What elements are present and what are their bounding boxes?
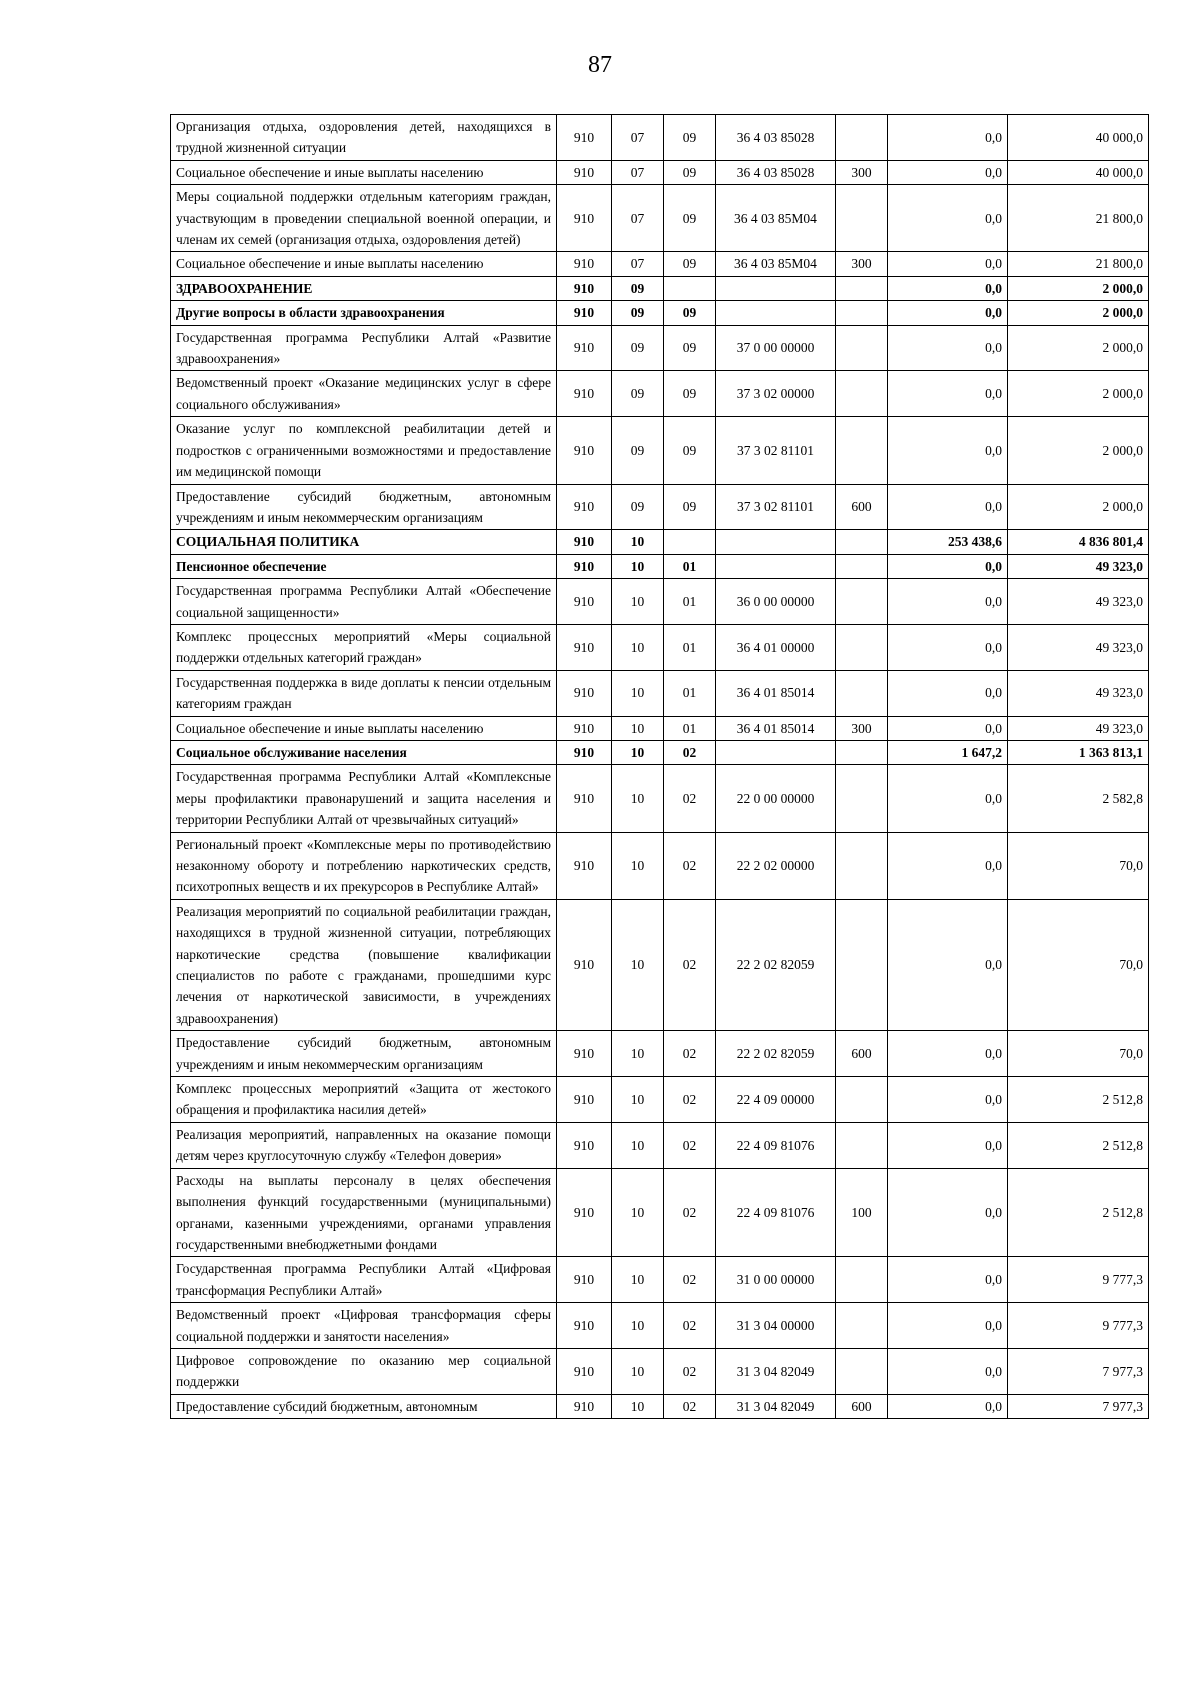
table-row [171, 670, 1149, 716]
row-expense-type-cell: 600 [836, 1394, 888, 1418]
row-target-article-cell: 36 4 03 85М04 [716, 252, 836, 276]
row-name-cell: Пенсионное обеспечение [171, 554, 557, 578]
row-subsection-code-cell: 02 [664, 765, 716, 832]
row-sum-total-cell: 9 777,3 [1008, 1303, 1149, 1349]
budget-table [170, 114, 1149, 1419]
row-ministry-code-cell: 910 [557, 1168, 612, 1257]
row-expense-type-cell [836, 371, 888, 417]
row-target-article-cell: 31 0 00 00000 [716, 1257, 836, 1303]
row-ministry-code-cell: 910 [557, 1303, 612, 1349]
table-row [171, 1348, 1149, 1394]
row-subsection-code-cell: 09 [664, 484, 716, 530]
row-target-article-cell: 37 3 02 81101 [716, 484, 836, 530]
row-target-article-cell [716, 301, 836, 325]
row-target-article-cell: 36 4 03 85028 [716, 115, 836, 161]
row-name-cell: Государственная программа Республики Алтай «Развитие здравоохранения» [171, 325, 557, 371]
row-section-code-cell: 07 [612, 252, 664, 276]
row-ministry-code-cell: 910 [557, 624, 612, 670]
row-ministry-code-cell: 910 [557, 579, 612, 625]
row-sum-total-cell: 49 323,0 [1008, 624, 1149, 670]
row-section-code-cell: 10 [612, 1168, 664, 1257]
row-sum-federal-cell: 0,0 [888, 301, 1008, 325]
row-ministry-code-cell: 910 [557, 252, 612, 276]
row-section-code-cell: 10 [612, 832, 664, 899]
row-ministry-code-cell: 910 [557, 371, 612, 417]
row-section-code-cell: 09 [612, 276, 664, 300]
table-row [171, 765, 1149, 832]
page-number: 87 [588, 52, 612, 78]
row-expense-type-cell [836, 1122, 888, 1168]
row-section-code-cell: 09 [612, 301, 664, 325]
row-name-cell: Государственная поддержка в виде доплаты к пенсии отдельным категориям граждан [171, 670, 557, 716]
row-sum-total-cell: 7 977,3 [1008, 1394, 1149, 1418]
row-expense-type-cell: 600 [836, 484, 888, 530]
row-subsection-code-cell: 02 [664, 1168, 716, 1257]
row-sum-federal-cell: 0,0 [888, 252, 1008, 276]
row-expense-type-cell [836, 624, 888, 670]
table-row [171, 185, 1149, 252]
row-name-cell: Региональный проект «Комплексные меры по противодействию незаконному обороту и потреблению наркотических средств, психотропных веществ и их прекурсоров в Республике Алтай» [171, 832, 557, 899]
budget-table-body [171, 115, 1149, 1419]
row-sum-federal-cell: 0,0 [888, 1303, 1008, 1349]
row-expense-type-cell [836, 276, 888, 300]
row-sum-total-cell: 70,0 [1008, 899, 1149, 1030]
row-target-article-cell: 22 0 00 00000 [716, 765, 836, 832]
row-sum-total-cell: 9 777,3 [1008, 1257, 1149, 1303]
row-sum-federal-cell: 0,0 [888, 624, 1008, 670]
row-section-code-cell: 10 [612, 1394, 664, 1418]
row-name-cell: Комплекс процессных мероприятий «Меры социальной поддержки отдельных категорий граждан» [171, 624, 557, 670]
table-row [171, 1077, 1149, 1123]
row-ministry-code-cell: 910 [557, 115, 612, 161]
row-target-article-cell: 22 4 09 81076 [716, 1168, 836, 1257]
row-sum-federal-cell: 0,0 [888, 1257, 1008, 1303]
row-name-cell: Предоставление субсидий бюджетным, автономным учреждениям и иным некоммерческим организациям [171, 1031, 557, 1077]
row-subsection-code-cell: 09 [664, 160, 716, 184]
table-row [171, 899, 1149, 1030]
row-subsection-code-cell: 01 [664, 624, 716, 670]
row-name-cell: Организация отдыха, оздоровления детей, находящихся в трудной жизненной ситуации [171, 115, 557, 161]
row-sum-total-cell: 70,0 [1008, 832, 1149, 899]
row-ministry-code-cell: 910 [557, 484, 612, 530]
row-name-cell: Ведомственный проект «Цифровая трансформация сферы социальной поддержки и занятости населения» [171, 1303, 557, 1349]
table-row [171, 1303, 1149, 1349]
row-sum-federal-cell: 0,0 [888, 1394, 1008, 1418]
row-sum-total-cell: 70,0 [1008, 1031, 1149, 1077]
row-sum-federal-cell: 0,0 [888, 325, 1008, 371]
row-target-article-cell: 22 2 02 82059 [716, 899, 836, 1030]
row-section-code-cell: 10 [612, 1303, 664, 1349]
row-sum-total-cell: 2 000,0 [1008, 325, 1149, 371]
row-expense-type-cell [836, 670, 888, 716]
row-expense-type-cell [836, 832, 888, 899]
row-ministry-code-cell: 910 [557, 1077, 612, 1123]
row-sum-federal-cell: 0,0 [888, 899, 1008, 1030]
table-row [171, 160, 1149, 184]
row-ministry-code-cell: 910 [557, 417, 612, 484]
row-target-article-cell: 31 3 04 00000 [716, 1303, 836, 1349]
table-row [171, 530, 1149, 554]
row-subsection-code-cell: 09 [664, 252, 716, 276]
row-sum-federal-cell: 0,0 [888, 115, 1008, 161]
row-ministry-code-cell: 910 [557, 1031, 612, 1077]
row-expense-type-cell: 600 [836, 1031, 888, 1077]
row-section-code-cell: 10 [612, 899, 664, 1030]
row-section-code-cell: 10 [612, 1077, 664, 1123]
row-target-article-cell: 22 4 09 81076 [716, 1122, 836, 1168]
table-row [171, 301, 1149, 325]
row-ministry-code-cell: 910 [557, 185, 612, 252]
row-section-code-cell: 10 [612, 1348, 664, 1394]
row-section-code-cell: 09 [612, 325, 664, 371]
row-name-cell: Меры социальной поддержки отдельным категориям граждан, участвующим в проведении специальной военной операции, и членам их семей (организация отдыха, оздоровления детей) [171, 185, 557, 252]
table-row [171, 1122, 1149, 1168]
row-expense-type-cell [836, 530, 888, 554]
row-sum-total-cell: 2 000,0 [1008, 417, 1149, 484]
row-sum-federal-cell: 0,0 [888, 1348, 1008, 1394]
row-subsection-code-cell [664, 530, 716, 554]
row-subsection-code-cell: 02 [664, 1257, 716, 1303]
table-row [171, 832, 1149, 899]
row-expense-type-cell [836, 765, 888, 832]
row-ministry-code-cell: 910 [557, 160, 612, 184]
row-subsection-code-cell: 09 [664, 325, 716, 371]
row-sum-total-cell: 2 512,8 [1008, 1122, 1149, 1168]
row-section-code-cell: 09 [612, 371, 664, 417]
row-ministry-code-cell: 910 [557, 554, 612, 578]
row-expense-type-cell [836, 1077, 888, 1123]
table-row [171, 115, 1149, 161]
row-name-cell: ЗДРАВООХРАНЕНИЕ [171, 276, 557, 300]
row-section-code-cell: 10 [612, 1031, 664, 1077]
row-sum-total-cell: 49 323,0 [1008, 554, 1149, 578]
row-sum-total-cell: 2 582,8 [1008, 765, 1149, 832]
row-section-code-cell: 07 [612, 185, 664, 252]
row-target-article-cell: 36 4 03 85М04 [716, 185, 836, 252]
row-target-article-cell: 31 3 04 82049 [716, 1394, 836, 1418]
row-section-code-cell: 07 [612, 115, 664, 161]
row-subsection-code-cell: 09 [664, 185, 716, 252]
row-subsection-code-cell: 01 [664, 579, 716, 625]
row-subsection-code-cell: 02 [664, 1394, 716, 1418]
row-subsection-code-cell: 01 [664, 554, 716, 578]
row-ministry-code-cell: 910 [557, 716, 612, 740]
row-section-code-cell: 10 [612, 530, 664, 554]
table-row [171, 417, 1149, 484]
row-section-code-cell: 10 [612, 579, 664, 625]
row-name-cell: Комплекс процессных мероприятий «Защита от жестокого обращения и профилактика насилия детей» [171, 1077, 557, 1123]
table-row [171, 1257, 1149, 1303]
row-sum-total-cell: 49 323,0 [1008, 716, 1149, 740]
row-sum-total-cell: 2 512,8 [1008, 1077, 1149, 1123]
row-ministry-code-cell: 910 [557, 530, 612, 554]
row-sum-federal-cell: 0,0 [888, 1122, 1008, 1168]
row-name-cell: Социальное обеспечение и иные выплаты населению [171, 160, 557, 184]
row-expense-type-cell: 100 [836, 1168, 888, 1257]
row-subsection-code-cell [664, 276, 716, 300]
table-row [171, 371, 1149, 417]
row-name-cell: Государственная программа Республики Алтай «Комплексные меры профилактики правонарушений и защита населения и территории Республики Алтай от чрезвычайных ситуаций» [171, 765, 557, 832]
row-sum-federal-cell: 0,0 [888, 1168, 1008, 1257]
row-sum-federal-cell: 0,0 [888, 1077, 1008, 1123]
row-name-cell: Оказание услуг по комплексной реабилитации детей и подростков с ограниченными возможностями и предоставление им медицинской помощи [171, 417, 557, 484]
row-subsection-code-cell: 02 [664, 1077, 716, 1123]
row-target-article-cell: 36 4 03 85028 [716, 160, 836, 184]
row-expense-type-cell [836, 115, 888, 161]
row-subsection-code-cell: 09 [664, 115, 716, 161]
row-section-code-cell: 10 [612, 740, 664, 764]
row-name-cell: Социальное обеспечение и иные выплаты населению [171, 252, 557, 276]
row-target-article-cell [716, 554, 836, 578]
row-ministry-code-cell: 910 [557, 325, 612, 371]
row-target-article-cell [716, 740, 836, 764]
row-name-cell: Другие вопросы в области здравоохранения [171, 301, 557, 325]
row-sum-federal-cell: 0,0 [888, 160, 1008, 184]
row-sum-federal-cell: 0,0 [888, 579, 1008, 625]
table-row [171, 624, 1149, 670]
row-section-code-cell: 10 [612, 765, 664, 832]
row-ministry-code-cell: 910 [557, 1122, 612, 1168]
row-subsection-code-cell: 02 [664, 1031, 716, 1077]
row-sum-total-cell: 2 000,0 [1008, 276, 1149, 300]
row-target-article-cell: 22 4 09 00000 [716, 1077, 836, 1123]
row-expense-type-cell [836, 185, 888, 252]
row-subsection-code-cell: 02 [664, 832, 716, 899]
row-ministry-code-cell: 910 [557, 276, 612, 300]
row-expense-type-cell [836, 325, 888, 371]
row-sum-total-cell: 7 977,3 [1008, 1348, 1149, 1394]
row-name-cell: Предоставление субсидий бюджетным, автономным учреждениям и иным некоммерческим организациям [171, 484, 557, 530]
row-section-code-cell: 09 [612, 417, 664, 484]
row-name-cell: Социальное обслуживание населения [171, 740, 557, 764]
row-sum-total-cell: 40 000,0 [1008, 160, 1149, 184]
row-expense-type-cell: 300 [836, 252, 888, 276]
row-subsection-code-cell: 01 [664, 670, 716, 716]
row-target-article-cell [716, 276, 836, 300]
row-expense-type-cell [836, 1348, 888, 1394]
row-sum-federal-cell: 0,0 [888, 484, 1008, 530]
row-target-article-cell: 36 4 01 85014 [716, 670, 836, 716]
row-section-code-cell: 10 [612, 1122, 664, 1168]
row-ministry-code-cell: 910 [557, 765, 612, 832]
table-row [171, 325, 1149, 371]
row-sum-total-cell: 2 000,0 [1008, 371, 1149, 417]
row-section-code-cell: 09 [612, 484, 664, 530]
row-name-cell: Государственная программа Республики Алтай «Цифровая трансформация Республики Алтай» [171, 1257, 557, 1303]
row-expense-type-cell [836, 579, 888, 625]
row-name-cell: Социальное обеспечение и иные выплаты населению [171, 716, 557, 740]
row-name-cell: СОЦИАЛЬНАЯ ПОЛИТИКА [171, 530, 557, 554]
row-subsection-code-cell: 09 [664, 371, 716, 417]
row-expense-type-cell [836, 1257, 888, 1303]
row-sum-total-cell: 49 323,0 [1008, 670, 1149, 716]
row-sum-federal-cell: 0,0 [888, 716, 1008, 740]
row-sum-federal-cell: 253 438,6 [888, 530, 1008, 554]
row-expense-type-cell [836, 417, 888, 484]
row-sum-total-cell: 21 800,0 [1008, 185, 1149, 252]
row-expense-type-cell: 300 [836, 160, 888, 184]
row-name-cell: Государственная программа Республики Алтай «Обеспечение социальной защищенности» [171, 579, 557, 625]
row-sum-federal-cell: 0,0 [888, 670, 1008, 716]
table-row [171, 276, 1149, 300]
row-name-cell: Ведомственный проект «Оказание медицинских услуг в сфере социального обслуживания» [171, 371, 557, 417]
row-target-article-cell: 36 4 01 00000 [716, 624, 836, 670]
row-section-code-cell: 10 [612, 670, 664, 716]
row-sum-total-cell: 2 512,8 [1008, 1168, 1149, 1257]
row-subsection-code-cell: 02 [664, 1348, 716, 1394]
row-ministry-code-cell: 910 [557, 832, 612, 899]
row-expense-type-cell: 300 [836, 716, 888, 740]
row-target-article-cell: 36 4 01 85014 [716, 716, 836, 740]
row-sum-total-cell: 40 000,0 [1008, 115, 1149, 161]
row-target-article-cell: 31 3 04 82049 [716, 1348, 836, 1394]
row-sum-federal-cell: 0,0 [888, 417, 1008, 484]
row-sum-federal-cell: 1 647,2 [888, 740, 1008, 764]
row-ministry-code-cell: 910 [557, 740, 612, 764]
table-row [171, 716, 1149, 740]
row-sum-total-cell: 2 000,0 [1008, 301, 1149, 325]
row-target-article-cell: 22 2 02 82059 [716, 1031, 836, 1077]
row-ministry-code-cell: 910 [557, 1394, 612, 1418]
row-ministry-code-cell: 910 [557, 301, 612, 325]
row-sum-total-cell: 21 800,0 [1008, 252, 1149, 276]
row-ministry-code-cell: 910 [557, 670, 612, 716]
row-subsection-code-cell: 02 [664, 1303, 716, 1349]
table-row [171, 554, 1149, 578]
row-subsection-code-cell: 02 [664, 740, 716, 764]
row-ministry-code-cell: 910 [557, 899, 612, 1030]
table-row [171, 252, 1149, 276]
table-row [171, 579, 1149, 625]
row-subsection-code-cell: 09 [664, 301, 716, 325]
row-section-code-cell: 10 [612, 716, 664, 740]
row-expense-type-cell [836, 301, 888, 325]
row-sum-federal-cell: 0,0 [888, 185, 1008, 252]
row-subsection-code-cell: 02 [664, 1122, 716, 1168]
table-row [171, 740, 1149, 764]
row-sum-federal-cell: 0,0 [888, 554, 1008, 578]
row-expense-type-cell [836, 899, 888, 1030]
row-sum-federal-cell: 0,0 [888, 832, 1008, 899]
row-sum-total-cell: 1 363 813,1 [1008, 740, 1149, 764]
row-section-code-cell: 07 [612, 160, 664, 184]
row-subsection-code-cell: 09 [664, 417, 716, 484]
row-target-article-cell: 37 3 02 81101 [716, 417, 836, 484]
row-name-cell: Реализация мероприятий, направленных на оказание помощи детям через круглосуточную службу «Телефон доверия» [171, 1122, 557, 1168]
row-sum-federal-cell: 0,0 [888, 765, 1008, 832]
row-name-cell: Предоставление субсидий бюджетным, автономным [171, 1394, 557, 1418]
row-target-article-cell: 36 0 00 00000 [716, 579, 836, 625]
row-ministry-code-cell: 910 [557, 1348, 612, 1394]
row-sum-federal-cell: 0,0 [888, 1031, 1008, 1077]
row-sum-total-cell: 2 000,0 [1008, 484, 1149, 530]
row-section-code-cell: 10 [612, 1257, 664, 1303]
row-subsection-code-cell: 01 [664, 716, 716, 740]
row-expense-type-cell [836, 1303, 888, 1349]
table-row [171, 1031, 1149, 1077]
row-target-article-cell: 37 3 02 00000 [716, 371, 836, 417]
table-row [171, 1394, 1149, 1418]
row-sum-total-cell: 4 836 801,4 [1008, 530, 1149, 554]
row-expense-type-cell [836, 740, 888, 764]
row-name-cell: Расходы на выплаты персоналу в целях обеспечения выполнения функций государственными (муниципальными) органами, казенными учреждениями, органами управления государственными внебюджетными фондами [171, 1168, 557, 1257]
row-section-code-cell: 10 [612, 554, 664, 578]
row-name-cell: Реализация мероприятий по социальной реабилитации граждан, находящихся в трудной жизненной ситуации, потребляющих наркотические средства (повышение квалификации специалистов по работе с гражданами, прошедшими курс лечения от наркотической зависимости, в учреждениях здравоохранения) [171, 899, 557, 1030]
row-name-cell: Цифровое сопровождение по оказанию мер социальной поддержки [171, 1348, 557, 1394]
row-ministry-code-cell: 910 [557, 1257, 612, 1303]
row-subsection-code-cell: 02 [664, 899, 716, 1030]
table-row [171, 484, 1149, 530]
row-section-code-cell: 10 [612, 624, 664, 670]
row-sum-federal-cell: 0,0 [888, 276, 1008, 300]
row-sum-federal-cell: 0,0 [888, 371, 1008, 417]
row-target-article-cell: 22 2 02 00000 [716, 832, 836, 899]
row-sum-total-cell: 49 323,0 [1008, 579, 1149, 625]
row-target-article-cell [716, 530, 836, 554]
row-expense-type-cell [836, 554, 888, 578]
row-target-article-cell: 37 0 00 00000 [716, 325, 836, 371]
table-row [171, 1168, 1149, 1257]
